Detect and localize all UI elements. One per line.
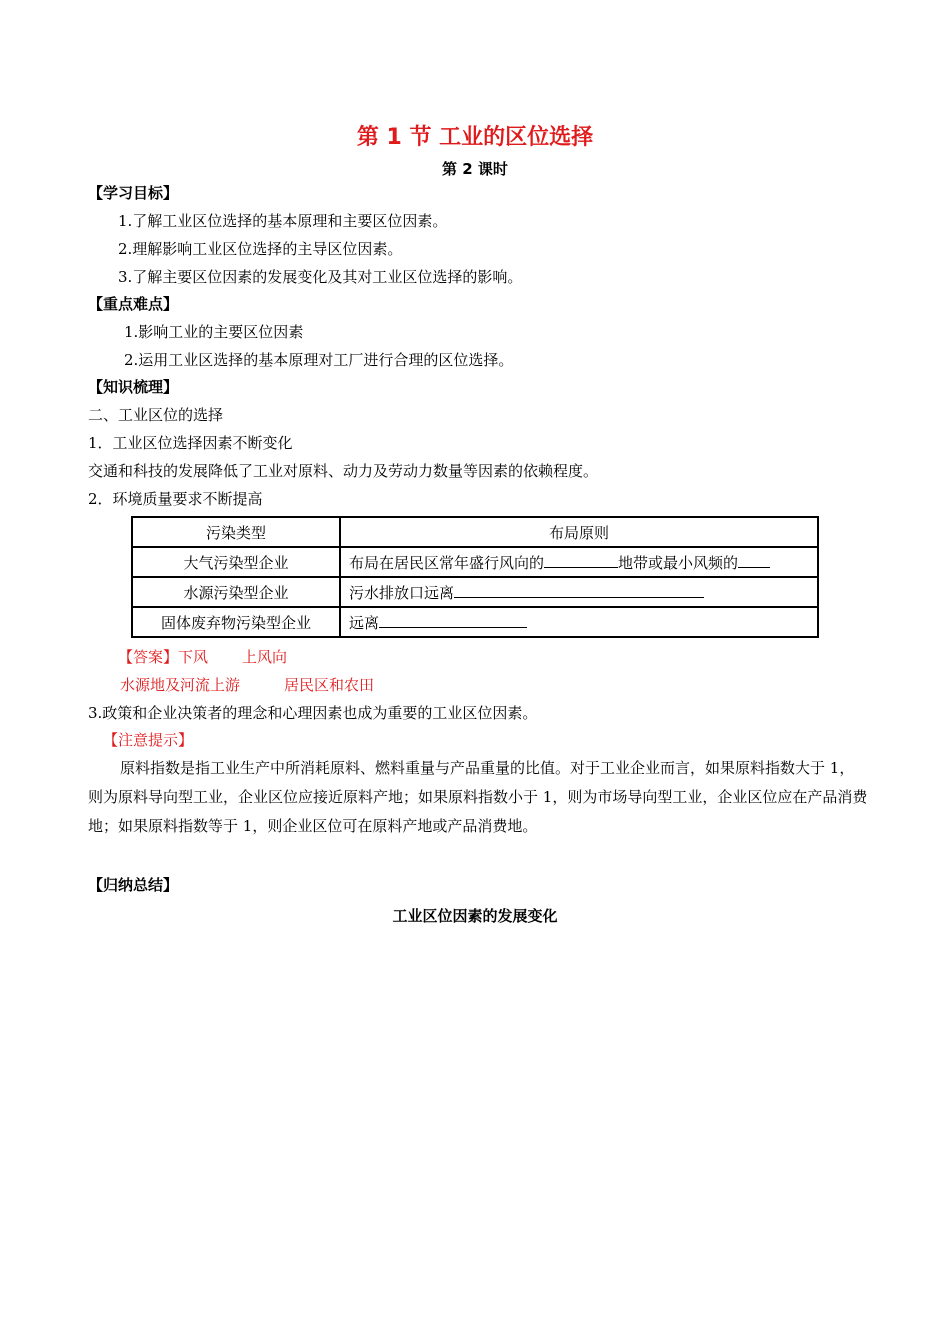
summary-heading: 【归纳总结】 [88, 876, 179, 894]
point-heading: 1．工业区位选择因素不断变化 [88, 434, 293, 452]
answer-line [118, 646, 287, 667]
pollution-type-cell: 固体废弃物污染型企业 [132, 607, 340, 637]
answer-value: 水源地及河流上游 [120, 676, 241, 694]
answer-value: 居民区和农田 [284, 676, 375, 694]
rule-text: 布局在居民区常年盛行风向的 [349, 553, 545, 572]
answer-value: 下风 [178, 648, 209, 666]
point-heading: 3.政策和企业决策者的理念和心理因素也成为重要的工业区位因素。 [88, 704, 538, 722]
layout-rule-cell [340, 547, 818, 577]
fill-blank [379, 613, 527, 628]
fill-blank [454, 583, 704, 598]
rule-text: 污水排放口远离 [349, 583, 455, 602]
pollution-table [131, 516, 819, 638]
goals-heading: 【学习目标】 [88, 184, 179, 202]
rule-text: 地带或最小风频的 [618, 553, 739, 572]
keypoint-item: 1.影响工业的主要区位因素 [124, 323, 304, 341]
layout-rule-cell [340, 607, 818, 637]
fill-blank [738, 553, 770, 568]
point-heading: 2．环境质量要求不断提高 [88, 490, 263, 508]
section-heading: 二、工业区位的选择 [88, 406, 224, 424]
fill-blank [544, 553, 618, 568]
column-header: 污染类型 [132, 517, 340, 547]
column-header: 布局原则 [340, 517, 818, 547]
table-header-row [132, 517, 818, 547]
table-row [132, 607, 818, 637]
goal-item: 1.了解工业区位选择的基本原理和主要区位因素。 [118, 212, 448, 230]
lesson-subtitle: 第 2 课时 [442, 160, 508, 178]
answer-line [120, 674, 374, 695]
page-title: 第 1 节 工业的区位选择 [356, 125, 594, 150]
pollution-type-cell: 水源污染型企业 [132, 577, 340, 607]
rule-text: 远离 [349, 613, 380, 632]
summary-subtitle: 工业区位因素的发展变化 [392, 907, 558, 925]
point-text: 交通和科技的发展降低了工业对原料、动力及劳动力数量等因素的依赖程度。 [88, 462, 599, 480]
answer-label: 【答案】 [118, 648, 179, 666]
goal-item: 2.理解影响工业区位选择的主导区位因素。 [118, 240, 403, 258]
notice-paragraph: 原料指数是指工业生产中所消耗原料、燃料重量与产品重量的比值。对于工业企业而言，如果原料指数大于 1，则为原料导向型工业，企业区位应接近原料产地；如果原料指数小于 1，则为市场导向型工业，企业区位应在产品消费地；如果原料指数等于 1，则企业区位可在原料产地或产品消费地。 [88, 759, 868, 835]
goal-item: 3.了解主要区位因素的发展变化及其对工业区位选择的影响。 [118, 268, 523, 286]
table-row [132, 577, 818, 607]
pollution-type-cell: 大气污染型企业 [132, 547, 340, 577]
answer-value: 上风向 [242, 648, 288, 666]
table-row [132, 547, 818, 577]
layout-rule-cell [340, 577, 818, 607]
keypoints-heading: 【重点难点】 [88, 295, 179, 313]
notice-heading: 【注意提示】 [103, 731, 194, 749]
keypoint-item: 2.运用工业区选择的基本原理对工厂进行合理的区位选择。 [124, 351, 514, 369]
knowledge-heading: 【知识梳理】 [88, 378, 179, 396]
